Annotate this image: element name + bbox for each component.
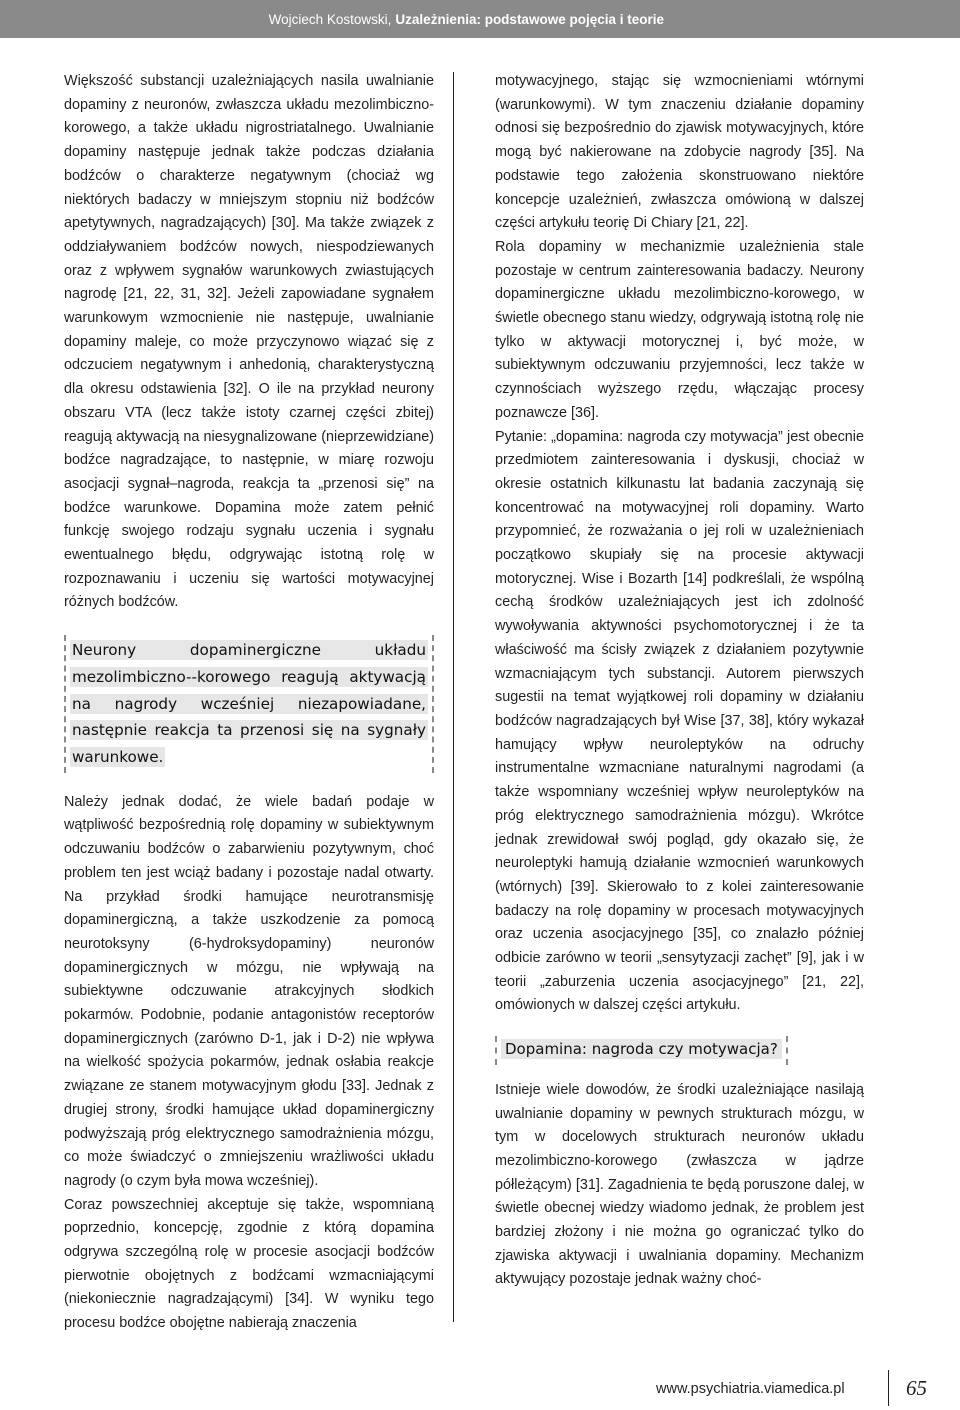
header-author: Wojciech Kostowski, (268, 11, 392, 27)
page-number: 65 (906, 1376, 927, 1400)
column-divider (453, 72, 454, 1322)
section-heading-text: Dopamina: nagroda czy motywacja? (501, 1039, 782, 1059)
pull-quote-text: Neurony dopaminergiczne układu mezolimbiczno--korowego reagują aktywacją na nagrody wcześniej niezapowiadane, następnie reakcja ta przenosi się na sygnały warunkowe. (72, 641, 426, 766)
left-paragraph-2: Należy jednak dodać, że wiele badań podaje w wątpliwość bezpośrednią rolę dopaminy w subiektywnym odczuwaniu bodźców o zabarwieniu pozytywnym, choć problem ten jest wciąż badany i pozostaje nadal otwarty. Na przykład środki hamujące neurotransmisję dopaminergiczną, a także uszkodzenie za pomocą neurotoksyny (6-hydroksydopaminy) neuronów dopaminergicznych w mózgu, nie wpływają na subiektywne odczuwanie atrakcyjnych słodkich pokarmów. Podobnie, podanie antagonistów receptorów dopaminergicznych (zarówno D-1, jak i D-2) nie wpływa na wielkość spożycia pokarmów, jednak osłabia reakcje związane ze stanem motywacyjnym głodu [33]. Jednak z drugiej strony, środki hamujące układ dopaminergiczny podwyższają próg elektrycznego samodrażnienia mózgu, co może świadczyć o zmniejszeniu wrażliwości układu nagrody (o czym była mowa wcześniej). (64, 793, 434, 1189)
right-paragraph-1: motywacyjnego, stając się wzmocnieniami wtórnymi (warunkowymi). W tym znaczeniu działanie dopaminy odnosi się bezpośrednio do zjawisk motywacyjnych, które mogą być nakierowane na zdobycie nagrody [35]. Na podstawie tego założenia skonstruowano niektóre koncepcje uzależnień, zwłaszcza omówioną w dalszej części artykułu teorię Di Chiary [21, 22]. (495, 73, 864, 232)
section-heading (495, 1036, 788, 1065)
pull-quote (64, 635, 434, 773)
right-paragraph-3: Pytanie: „dopamina: nagroda czy motywacja” jest obecnie przedmiotem zainteresowania i dyskusji, chociaż w okresie ostatnich kilkunastu lat badania zaczynają się koncentrować na motywacyjnej roli dopaminy. Warto przypomnieć, że rozważania o jej roli w uzależnieniach początkowo skupiały się na procesie aktywacji motorycznej. Wise i Bozarth [14] podkreślali, że wspólną cechą środków uzależniających jest ich zdolność wywoływania aktywności psychomotorycznej i że ta właściwość ma ścisły związek z działaniem pozytywnie wzmacniającym tych substancji. Autorem pierwszych sugestii na temat wyjątkowej roli dopaminy w działaniu bodźców nagradzających był Wise [37, 38], który wykazał hamujący wpływ neuroleptyków na odruchy instrumentalne wzmacniane naturalnymi nagrodami (a także wspomniany wcześniej wpływ neuroleptyków na próg elektrycznego samodrażnienia mózgu). Wkrótce jednak zrewidował swój pogląd, gdy okazało się, że neuroleptyki hamują działanie wzmocnień warunkowych (wtórnych) [39]. Skierowało to z kolei zainteresowanie badaczy na rolę dopaminy w procesach motywacyjnych oraz uczenia asocjacyjnego [35], co znalazło później odbicie zarówno w teorii „sensytyzacji zachęt” [9], jak i w teorii „zaburzenia uczenia asocjacyjnego” [21, 22], omówionych w dalszej części artykułu. (495, 428, 864, 1014)
footer-url: www.psychiatria.viamedica.pl (656, 1381, 845, 1397)
footer-divider (888, 1370, 889, 1406)
right-paragraph-2: Rola dopaminy w mechanizmie uzależnienia stale pozostaje w centrum zainteresowania badaczy. Neurony dopaminergiczne układu mezolimbiczno-korowego, w świetle obecnego stanu wiedzy, odgrywają istotną rolę nie tylko w aktywacji motorycznej i, być może, w subiektywnym odczuwaniu przyjemności, lecz także w czynnościach wyższego rzędu, włączając procesy poznawcze [36]. (495, 238, 864, 421)
header-title: Uzależnienia: podstawowe pojęcia i teorie (395, 11, 664, 27)
left-paragraph-3: Coraz powszechniej akceptuje się także, wspomnianą poprzednio, koncepcję, zgodnie z którą dopamina odgrywa szczególną rolę w procesie asocjacji bodźców pierwotnie obojętnych z bodźcami wzmacniającymi (niekoniecznie nagradzającymi) [34]. W wyniku tego procesu bodźce obojętne nabierają znaczenia (64, 1196, 434, 1332)
left-paragraph-1: Większość substancji uzależniających nasila uwalnianie dopaminy z neuronów, zwłaszcza układu mezolimbiczno-korowego, a także układu nigrostriatalnego. Uwalnianie dopaminy następuje jednak także podczas działania bodźców o charakterze negatywnym (chociaż wg niektórych badaczy w mniejszym stopniu niż bodźców apetytywnych, nagradzających) [30]. Ma także związek z oddziaływaniem bodźców nowych, niespodziewanych oraz z wpływem sygnałów warunkowych zwiastujących nagrodę [21, 22, 31, 32]. Jeżeli zapowiadane sygnałem warunkowym wzmocnienie nie następuje, uwalnianie dopaminy maleje, co może przyczynowo wiązać się z odczuciem negatywnym i anhedonią, charakterystyczną dla okresu odstawienia [32]. O ile na przykład neurony obszaru VTA (lecz także istoty czarnej części zbitej) reagują aktywacją na niesygnalizowane (nieprzewidziane) bodźce nagradzające, to następnie, w miarę rozwoju asocjacji sygnał–nagroda, reakcja ta „przenosi się” na bodźce warunkowe. Dopamina może zatem pełnić funkcję swojego rodzaju sygnału uczenia i sygnału ewentualnego błędu, odgrywając istotną rolę w rozpoznawaniu i uczeniu się wartości motywacyjnej różnych bodźców. (64, 73, 434, 611)
left-column (64, 70, 434, 1336)
right-paragraph-4: Istnieje wiele dowodów, że środki uzależniające nasilają uwalnianie dopaminy w pewnych strukturach mózgu, w tym w docelowych strukturach neuronów układu mezolimbiczno-korowego (zwłaszcza w jądrze półleżącym) [31]. Zagadnienia te będą poruszone dalej, w świetle obecnej wiedzy wiadomo jednak, że problem jest bardziej złożony i nie można go ograniczać tylko do zjawiska aktywacji i uwalniania dopaminy. Mechanizm aktywujący pozostaje jednak ważny choć- (495, 1081, 864, 1288)
right-column (495, 70, 864, 1292)
running-header (0, 0, 960, 38)
